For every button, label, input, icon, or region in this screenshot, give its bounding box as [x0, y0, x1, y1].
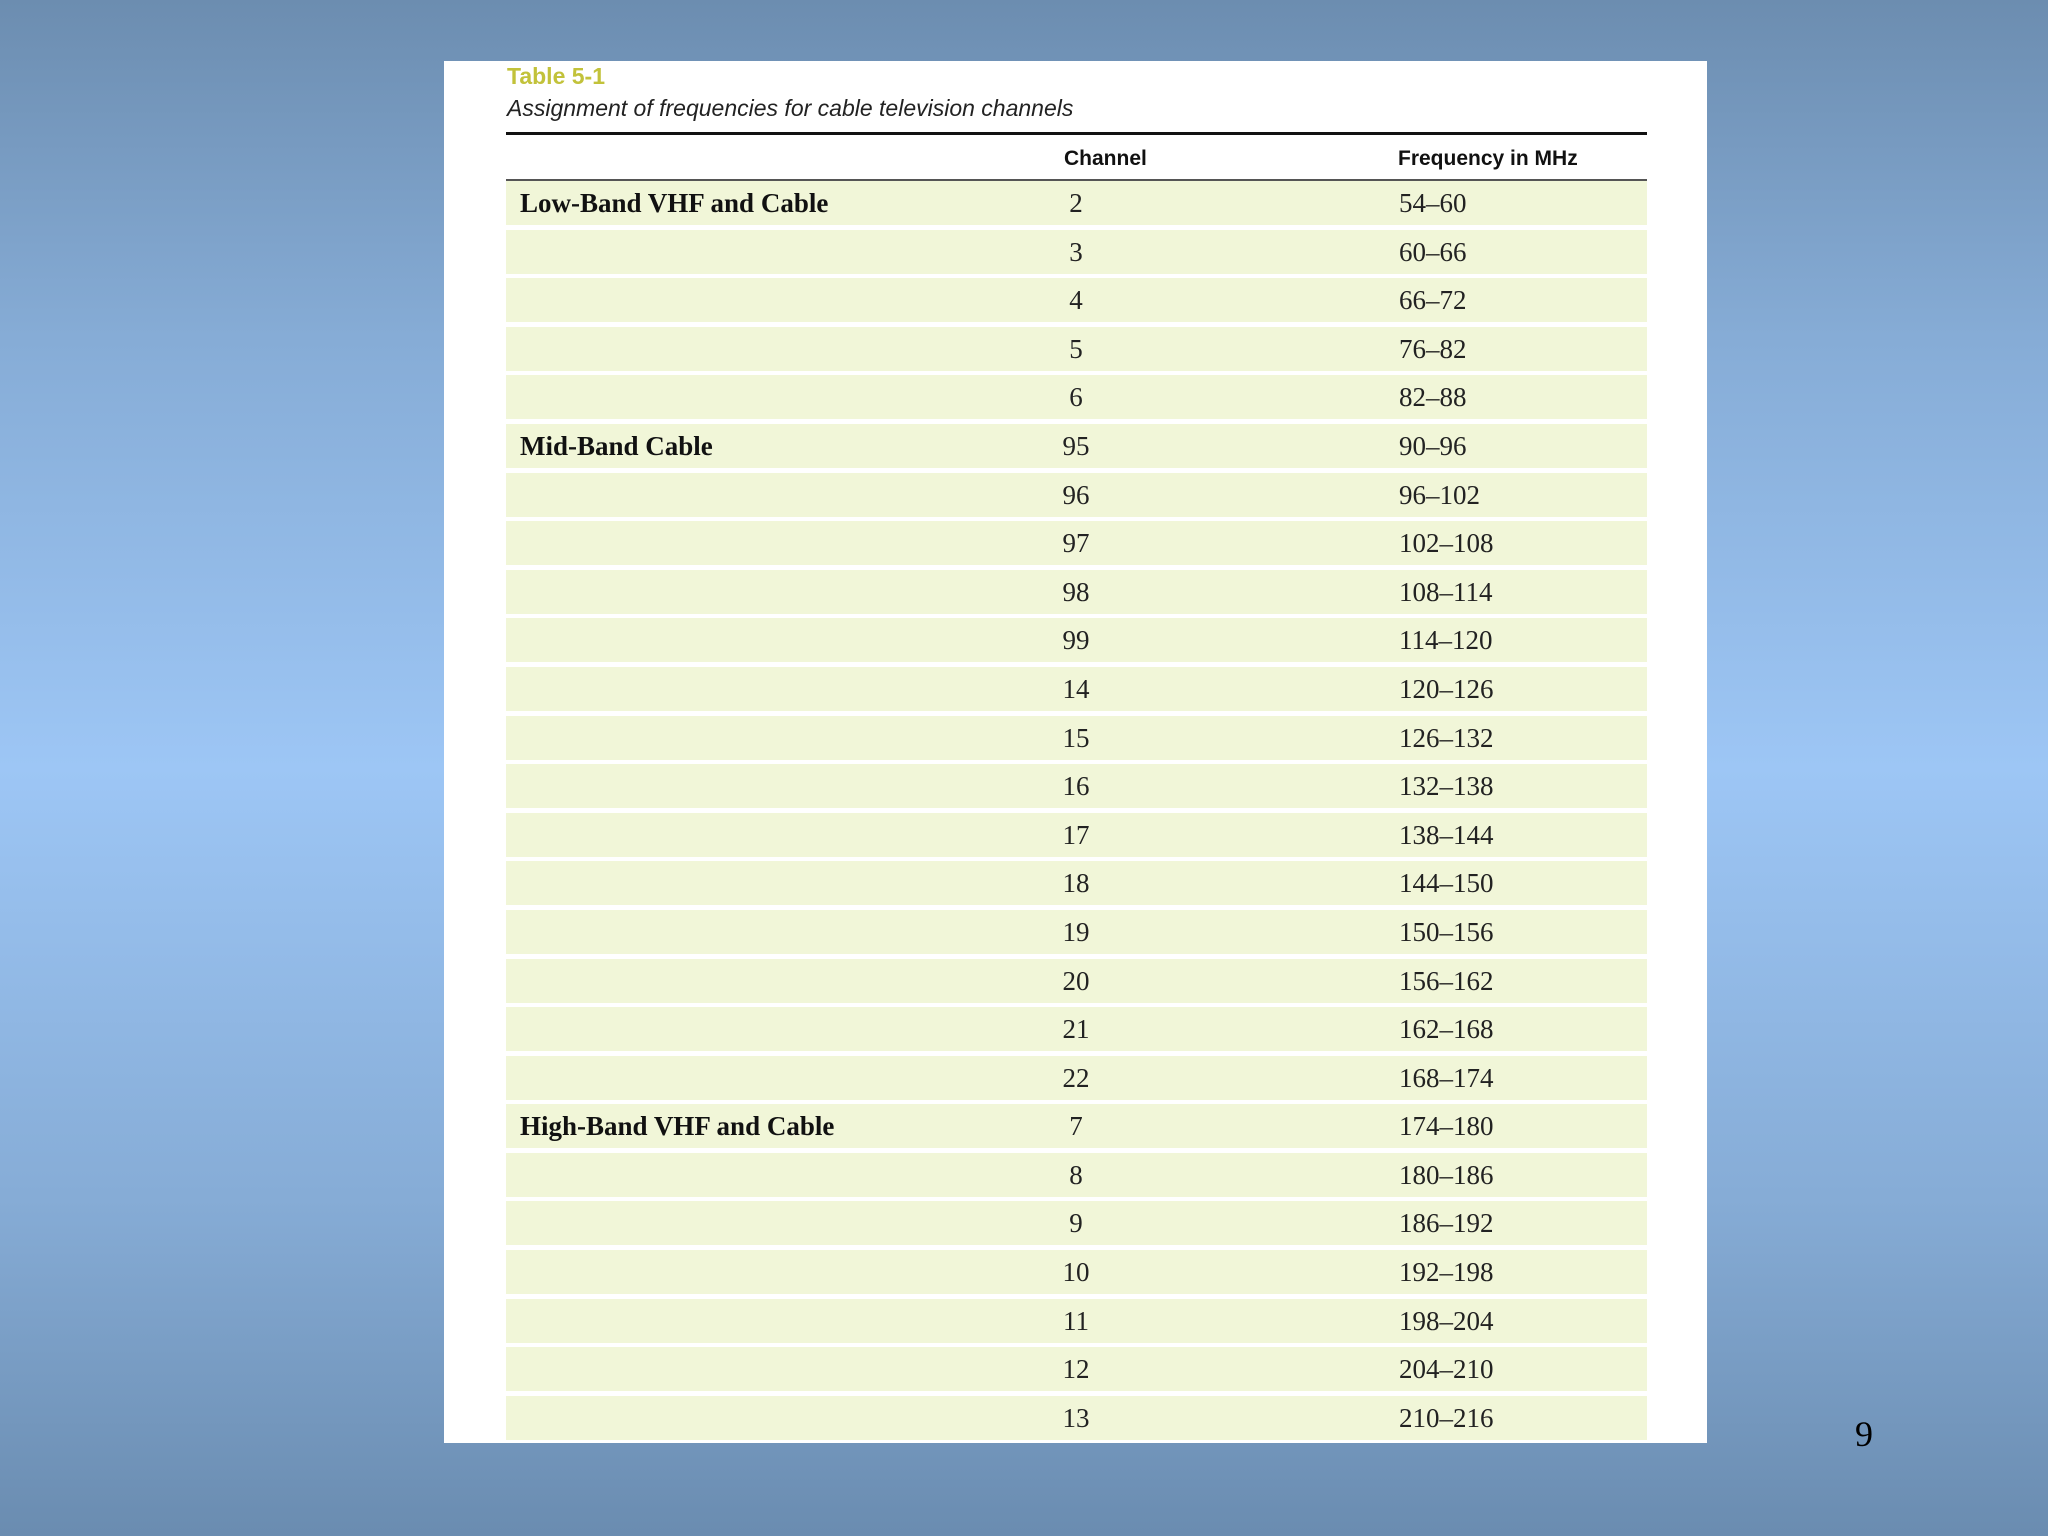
channel-cell: 97 — [1062, 528, 1090, 559]
channel-cell: 16 — [1062, 771, 1090, 802]
frequency-cell: 66–72 — [1399, 285, 1467, 316]
frequency-cell: 150–156 — [1399, 916, 1494, 947]
slide-panel — [444, 61, 1707, 1443]
frequency-cell: 120–126 — [1399, 673, 1494, 704]
frequency-cell: 156–162 — [1399, 965, 1494, 996]
frequency-cell: 132–138 — [1399, 771, 1494, 802]
table-row — [506, 278, 1647, 322]
channel-cell: 9 — [1069, 1208, 1083, 1239]
channel-cell: 15 — [1062, 722, 1090, 753]
table-row — [506, 959, 1647, 1003]
channel-cell: 18 — [1062, 868, 1090, 899]
frequency-cell: 54–60 — [1399, 188, 1467, 218]
channel-cell: 12 — [1062, 1354, 1090, 1385]
table-row — [506, 424, 1647, 468]
table-row — [506, 1396, 1647, 1440]
channel-cell: 20 — [1062, 965, 1090, 996]
frequency-cell: 198–204 — [1399, 1305, 1494, 1336]
frequency-cell: 174–180 — [1399, 1111, 1494, 1142]
channel-cell: 11 — [1063, 1305, 1089, 1336]
table-row — [506, 327, 1647, 371]
channel-cell: 95 — [1062, 430, 1090, 461]
frequency-cell: 168–174 — [1399, 1062, 1494, 1093]
table-label: Table 5-1 — [507, 63, 605, 89]
channel-cell: 3 — [1069, 236, 1083, 267]
channel-cell: 14 — [1062, 673, 1090, 704]
channel-cell: 19 — [1062, 916, 1090, 947]
band-cell: Low-Band VHF and Cable — [520, 188, 829, 218]
band-cell: High-Band VHF and Cable — [520, 1111, 835, 1142]
table-row — [506, 1056, 1647, 1100]
channel-column-header: Channel — [1064, 147, 1147, 170]
table-row — [506, 1153, 1647, 1197]
frequency-cell: 138–144 — [1399, 819, 1494, 850]
frequency-cell: 96–102 — [1399, 479, 1480, 510]
table-row — [506, 181, 1647, 225]
table-row — [506, 230, 1647, 274]
table-row — [506, 618, 1647, 662]
table-row — [506, 1250, 1647, 1294]
frequency-cell: 90–96 — [1399, 430, 1467, 461]
table-row — [506, 570, 1647, 614]
table-body — [506, 181, 1647, 1444]
band-cell: Mid-Band Cable — [520, 430, 713, 461]
table-row — [506, 1201, 1647, 1245]
channel-cell: 96 — [1062, 479, 1090, 510]
table-row — [506, 764, 1647, 808]
frequency-cell: 144–150 — [1399, 868, 1494, 899]
channel-cell: 99 — [1062, 625, 1090, 656]
table-row — [506, 813, 1647, 857]
channel-cell: 21 — [1062, 1014, 1090, 1045]
channel-cell: 4 — [1069, 285, 1083, 316]
table-row — [506, 521, 1647, 565]
table-row — [506, 1104, 1647, 1148]
table-row — [506, 716, 1647, 760]
frequency-cell: 76–82 — [1399, 333, 1467, 364]
table-row — [506, 861, 1647, 905]
table-caption: Assignment of frequencies for cable television channels — [507, 95, 1074, 121]
table-header-row — [506, 135, 1647, 181]
channel-cell: 10 — [1062, 1257, 1090, 1288]
table-row — [506, 1299, 1647, 1343]
frequency-cell: 108–114 — [1399, 576, 1493, 607]
frequency-cell: 60–66 — [1399, 236, 1467, 267]
table-row — [506, 1007, 1647, 1051]
table-row — [506, 473, 1647, 517]
frequency-cell: 82–88 — [1399, 382, 1467, 413]
channel-cell: 13 — [1062, 1402, 1090, 1433]
frequency-cell: 186–192 — [1399, 1208, 1494, 1239]
table-row — [506, 1347, 1647, 1391]
frequency-cell: 192–198 — [1399, 1257, 1494, 1288]
channel-cell: 2 — [1069, 188, 1083, 218]
frequency-cell: 102–108 — [1399, 528, 1494, 559]
channel-cell: 22 — [1062, 1062, 1090, 1093]
frequency-cell: 180–186 — [1399, 1159, 1494, 1190]
channel-cell: 98 — [1062, 576, 1090, 607]
frequency-cell: 126–132 — [1399, 722, 1494, 753]
channel-cell: 17 — [1062, 819, 1090, 850]
frequency-cell: 210–216 — [1399, 1402, 1494, 1433]
page-number: 9 — [1855, 1414, 1873, 1454]
table-row — [506, 667, 1647, 711]
channel-cell: 8 — [1069, 1159, 1083, 1190]
table-row — [506, 910, 1647, 954]
table-row — [506, 375, 1647, 419]
frequency-cell: 162–168 — [1399, 1014, 1494, 1045]
frequency-cell: 114–120 — [1399, 625, 1493, 656]
channel-cell: 5 — [1069, 333, 1083, 364]
channel-cell: 6 — [1069, 382, 1083, 413]
frequency-cell: 204–210 — [1399, 1354, 1494, 1385]
channel-cell: 7 — [1069, 1111, 1083, 1142]
frequency-column-header: Frequency in MHz — [1398, 147, 1578, 170]
